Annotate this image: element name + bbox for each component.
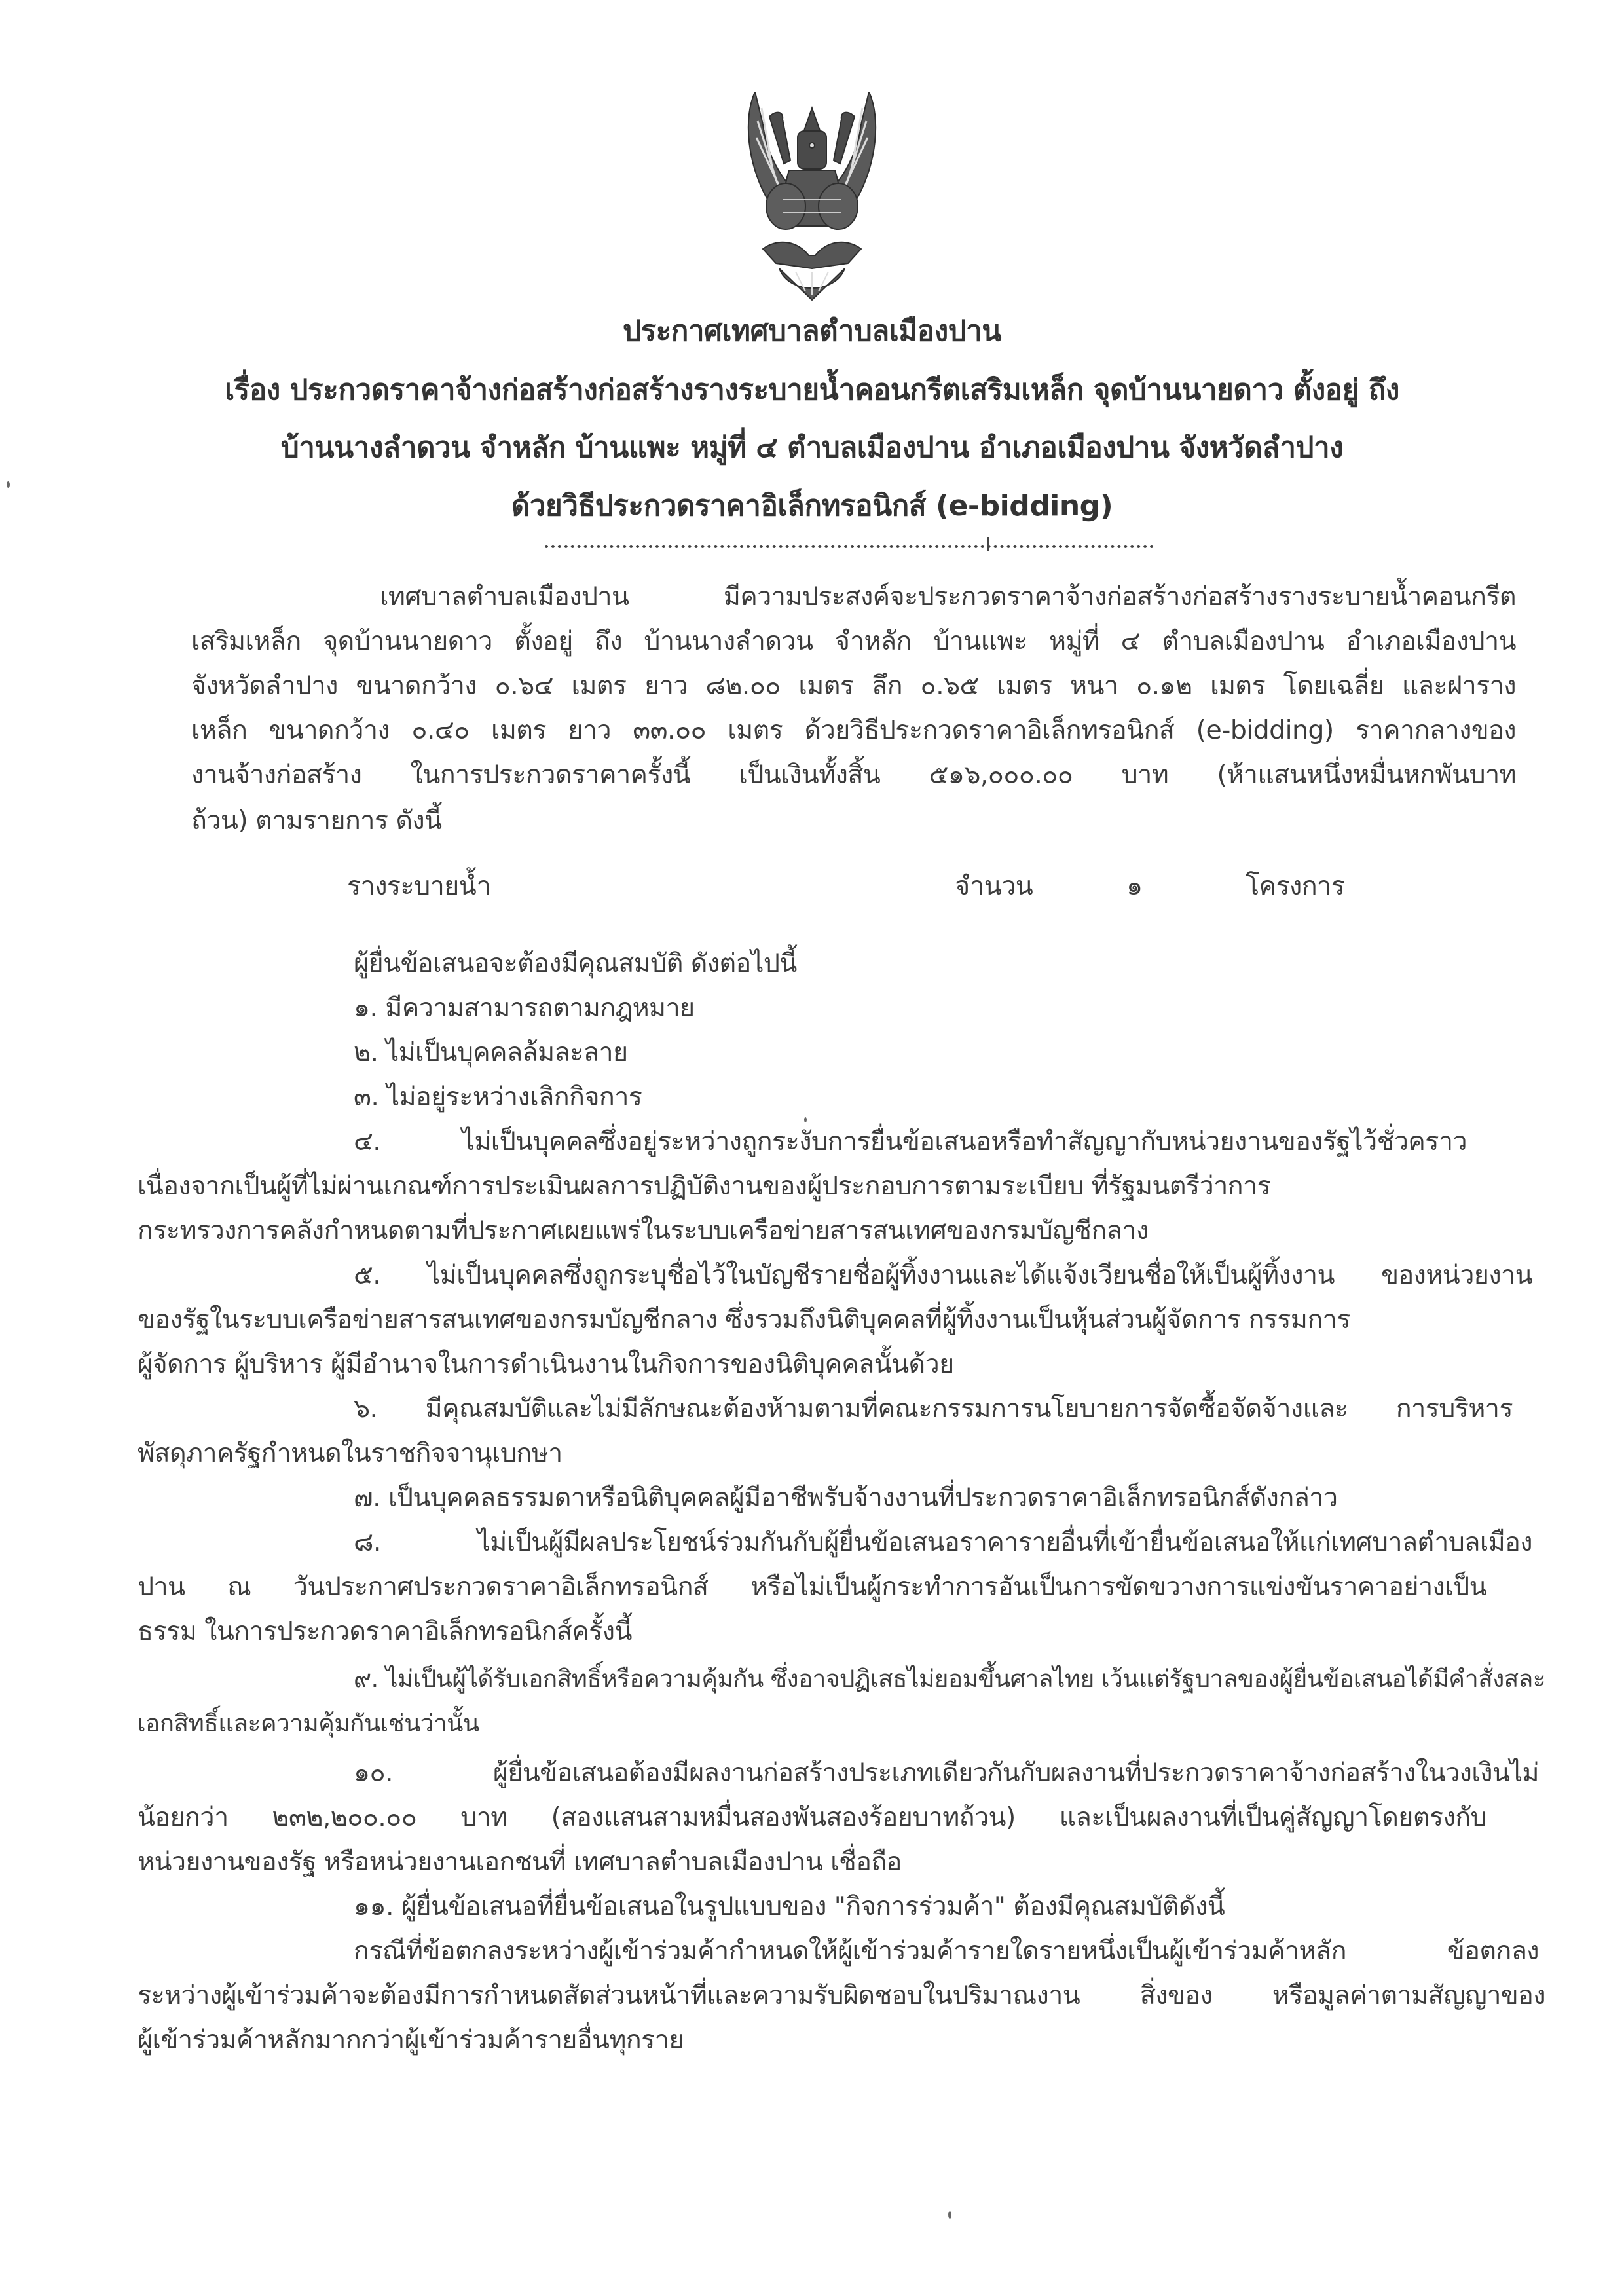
qualifications-heading: ผู้ยื่นข้อเสนอจะต้องมีคุณสมบัติ ดังต่อไปนี้ bbox=[354, 948, 797, 978]
item-quantity: ๑ bbox=[1126, 871, 1143, 901]
intro-line: งานจ้างก่อสร้าง ในการประกวดราคาครั้งนี้ เป็นเงินทั้งสิ้น ๕๑๖,๐๐๐.๐๐ บาท (ห้าแสนหนึ่งหมื่นหกพันบาท bbox=[191, 760, 1516, 790]
qualification-6: ๖. มีคุณสมบัติและไม่มีลักษณะต้องห้ามตามที่คณะกรรมการนโยบายการจัดซื้อจัดจ้างและ การบริหาร bbox=[354, 1394, 1513, 1424]
qualification-10: ๑๐. ผู้ยื่นข้อเสนอต้องมีผลงานก่อสร้างประเภทเดียวกันกับผลงานที่ประกวดราคาจ้างก่อสร้างในวงเงินไม่ bbox=[354, 1758, 1539, 1788]
qualification-8-cont: ปาน ณ วันประกาศประกวดราคาอิเล็กทรอนิกส์ หรือไม่เป็นผู้กระทำการอันเป็นการขัดขวางการแข่งขันราคาอย่างเป็น bbox=[138, 1572, 1486, 1602]
item-quantity-label: จำนวน bbox=[955, 871, 1033, 901]
intro-line: จังหวัดลำปาง ขนาดกว้าง ๐.๖๔ เมตร ยาว ๘๒.๐๐ เมตร ลึก ๐.๖๕ เมตร หนา ๐.๑๒ เมตร โดยเฉลี่ย และฝาราง bbox=[191, 671, 1516, 701]
qualification-2: ๒. ไม่เป็นบุคคลล้มละลาย bbox=[354, 1037, 628, 1067]
divider-tick bbox=[987, 537, 989, 551]
scan-speck bbox=[804, 1117, 807, 1122]
intro-line: เสริมเหล็ก จุดบ้านนายดาว ตั้งอยู่ ถึง บ้านนางลำดวน จำหลัก บ้านแพะ หมู่ที่ ๔ ตำบลเมืองปาน อำเภอเมืองปาน bbox=[191, 626, 1516, 656]
subject-line-2: บ้านนางลำดวน จำหลัก บ้านแพะ หมู่ที่ ๔ ตำบลเมืองปาน อำเภอเมืองปาน จังหวัดลำปาง bbox=[280, 431, 1344, 464]
item-unit: โครงการ bbox=[1246, 871, 1345, 901]
title-divider bbox=[545, 545, 1154, 548]
item-name: รางระบายน้ำ bbox=[347, 871, 491, 901]
qualification-11: ๑๑. ผู้ยื่นข้อเสนอที่ยื่นข้อเสนอในรูปแบบของ "กิจการร่วมค้า" ต้องมีคุณสมบัติดังนี้ bbox=[354, 1891, 1225, 1921]
garuda-emblem-icon bbox=[743, 92, 881, 301]
qualification-10-cont: น้อยกว่า ๒๓๒,๒๐๐.๐๐ บาท (สองแสนสามหมื่นสองพันสองร้อยบาทถ้วน) และเป็นผลงานที่เป็นคู่สัญญาโดยตรงกับ bbox=[138, 1802, 1486, 1832]
scan-speck bbox=[7, 481, 10, 488]
subject-line-1: เรื่อง ประกวดราคาจ้างก่อสร้างก่อสร้างรางระบายน้ำคอนกรีตเสริมเหล็ก จุดบ้านนายดาว ตั้งอยู่ ถึง bbox=[225, 373, 1399, 407]
qualification-3: ๓. ไม่อยู่ระหว่างเลิกกิจการ bbox=[354, 1082, 642, 1112]
qualification-5: ๕. ไม่เป็นบุคคลซึ่งถูกระบุชื่อไว้ในบัญชีรายชื่อผู้ทิ้งงานและได้แจ้งเวียนชื่อให้เป็นผู้ทิ้งงาน ของหน่วยงาน bbox=[354, 1260, 1532, 1290]
intro-line: ถ้วน) ตามรายการ ดังนี้ bbox=[191, 805, 442, 836]
intro-line: เหล็ก ขนาดกว้าง ๐.๔๐ เมตร ยาว ๓๓.๐๐ เมตร ด้วยวิธีประกวดราคาอิเล็กทรอนิกส์ (e-bidding) ราคากลางของ bbox=[191, 715, 1516, 745]
qualification-9-cont: เอกสิทธิ์และความคุ้มกันเช่นว่านั้น bbox=[138, 1709, 479, 1737]
announcement-title: ประกาศเทศบาลตำบลเมืองปาน bbox=[623, 314, 1001, 348]
qualification-7: ๗. เป็นบุคคลธรรมดาหรือนิติบุคคลผู้มีอาชีพรับจ้างงานที่ประกวดราคาอิเล็กทรอนิกส์ดังกล่าว bbox=[354, 1483, 1338, 1513]
qualification-11-detail-cont: ผู้เข้าร่วมค้าหลักมากกว่าผู้เข้าร่วมค้ารายอื่นทุกราย bbox=[138, 2025, 684, 2055]
qualification-8: ๘. ไม่เป็นผู้มีผลประโยชน์ร่วมกันกับผู้ยื่นข้อเสนอราคารายอื่นที่เข้ายื่นข้อเสนอให้แก่เทศบาลตำบลเมือง bbox=[354, 1527, 1532, 1557]
scan-speck bbox=[948, 2211, 951, 2219]
qualification-11-detail-cont: ระหว่างผู้เข้าร่วมค้าจะต้องมีการกำหนดสัดส่วนหน้าที่และความรับผิดชอบในปริมาณงาน สิ่งของ หรือมูลค่าตามสัญญาของ bbox=[138, 1980, 1545, 2010]
qualification-5-cont: ของรัฐในระบบเครือข่ายสารสนเทศของกรมบัญชีกลาง ซึ่งรวมถึงนิติบุคคลที่ผู้ทิ้งงานเป็นหุ้นส่วนผู้จัดการ กรรมการ bbox=[138, 1305, 1350, 1335]
qualification-4-cont: เนื่องจากเป็นผู้ที่ไม่ผ่านเกณฑ์การประเมินผลการปฏิบัติงานของผู้ประกอบการตามระเบียบ ที่รัฐมนตรีว่าการ bbox=[138, 1171, 1271, 1201]
qualification-5-cont: ผู้จัดการ ผู้บริหาร ผู้มีอำนาจในการดำเนินงานในกิจการของนิติบุคคลนั้นด้วย bbox=[138, 1349, 954, 1379]
qualification-10-cont: หน่วยงานของรัฐ หรือหน่วยงานเอกชนที่ เทศบาลตำบลเมืองปาน เชื่อถือ bbox=[138, 1847, 902, 1877]
qualification-4: ๔. ไม่เป็นบุคคลซึ่งอยู่ระหว่างถูกระงับการยื่นข้อเสนอหรือทำสัญญากับหน่วยงานของรัฐไว้ชั่วคราว bbox=[354, 1126, 1467, 1157]
qualification-6-cont: พัสดุภาครัฐกำหนดในราชกิจจานุเบกษา bbox=[138, 1438, 563, 1468]
subject-line-3: ด้วยวิธีประกวดราคาอิเล็กทรอนิกส์ (e-bidding) bbox=[511, 489, 1113, 523]
qualification-9: ๙. ไม่เป็นผู้ได้รับเอกสิทธิ์หรือความคุ้มกัน ซึ่งอาจปฏิเสธไม่ยอมขึ้นศาลไทย เว้นแต่รัฐบาลของผู้ยื่นข้อเสนอได้มีคำสั่งสละ bbox=[354, 1665, 1545, 1693]
qualification-4-cont: กระทรวงการคลังกำหนดตามที่ประกาศเผยแพร่ในระบบเครือข่ายสารสนเทศของกรมบัญชีกลาง bbox=[138, 1215, 1149, 1246]
qualification-8-cont: ธรรม ในการประกวดราคาอิเล็กทรอนิกส์ครั้งนี้ bbox=[138, 1616, 632, 1646]
qualification-11-detail: กรณีที่ข้อตกลงระหว่างผู้เข้าร่วมค้ากำหนดให้ผู้เข้าร่วมค้ารายใดรายหนึ่งเป็นผู้เข้าร่วมค้าหลัก ข้อตกลง bbox=[354, 1936, 1539, 1966]
qualification-1: ๑. มีความสามารถตามกฎหมาย bbox=[354, 993, 695, 1023]
intro-line: เทศบาลตำบลเมืองปาน มีความประสงค์จะประกวดราคาจ้างก่อสร้างก่อสร้างรางระบายน้ำคอนกรีต bbox=[380, 582, 1516, 612]
